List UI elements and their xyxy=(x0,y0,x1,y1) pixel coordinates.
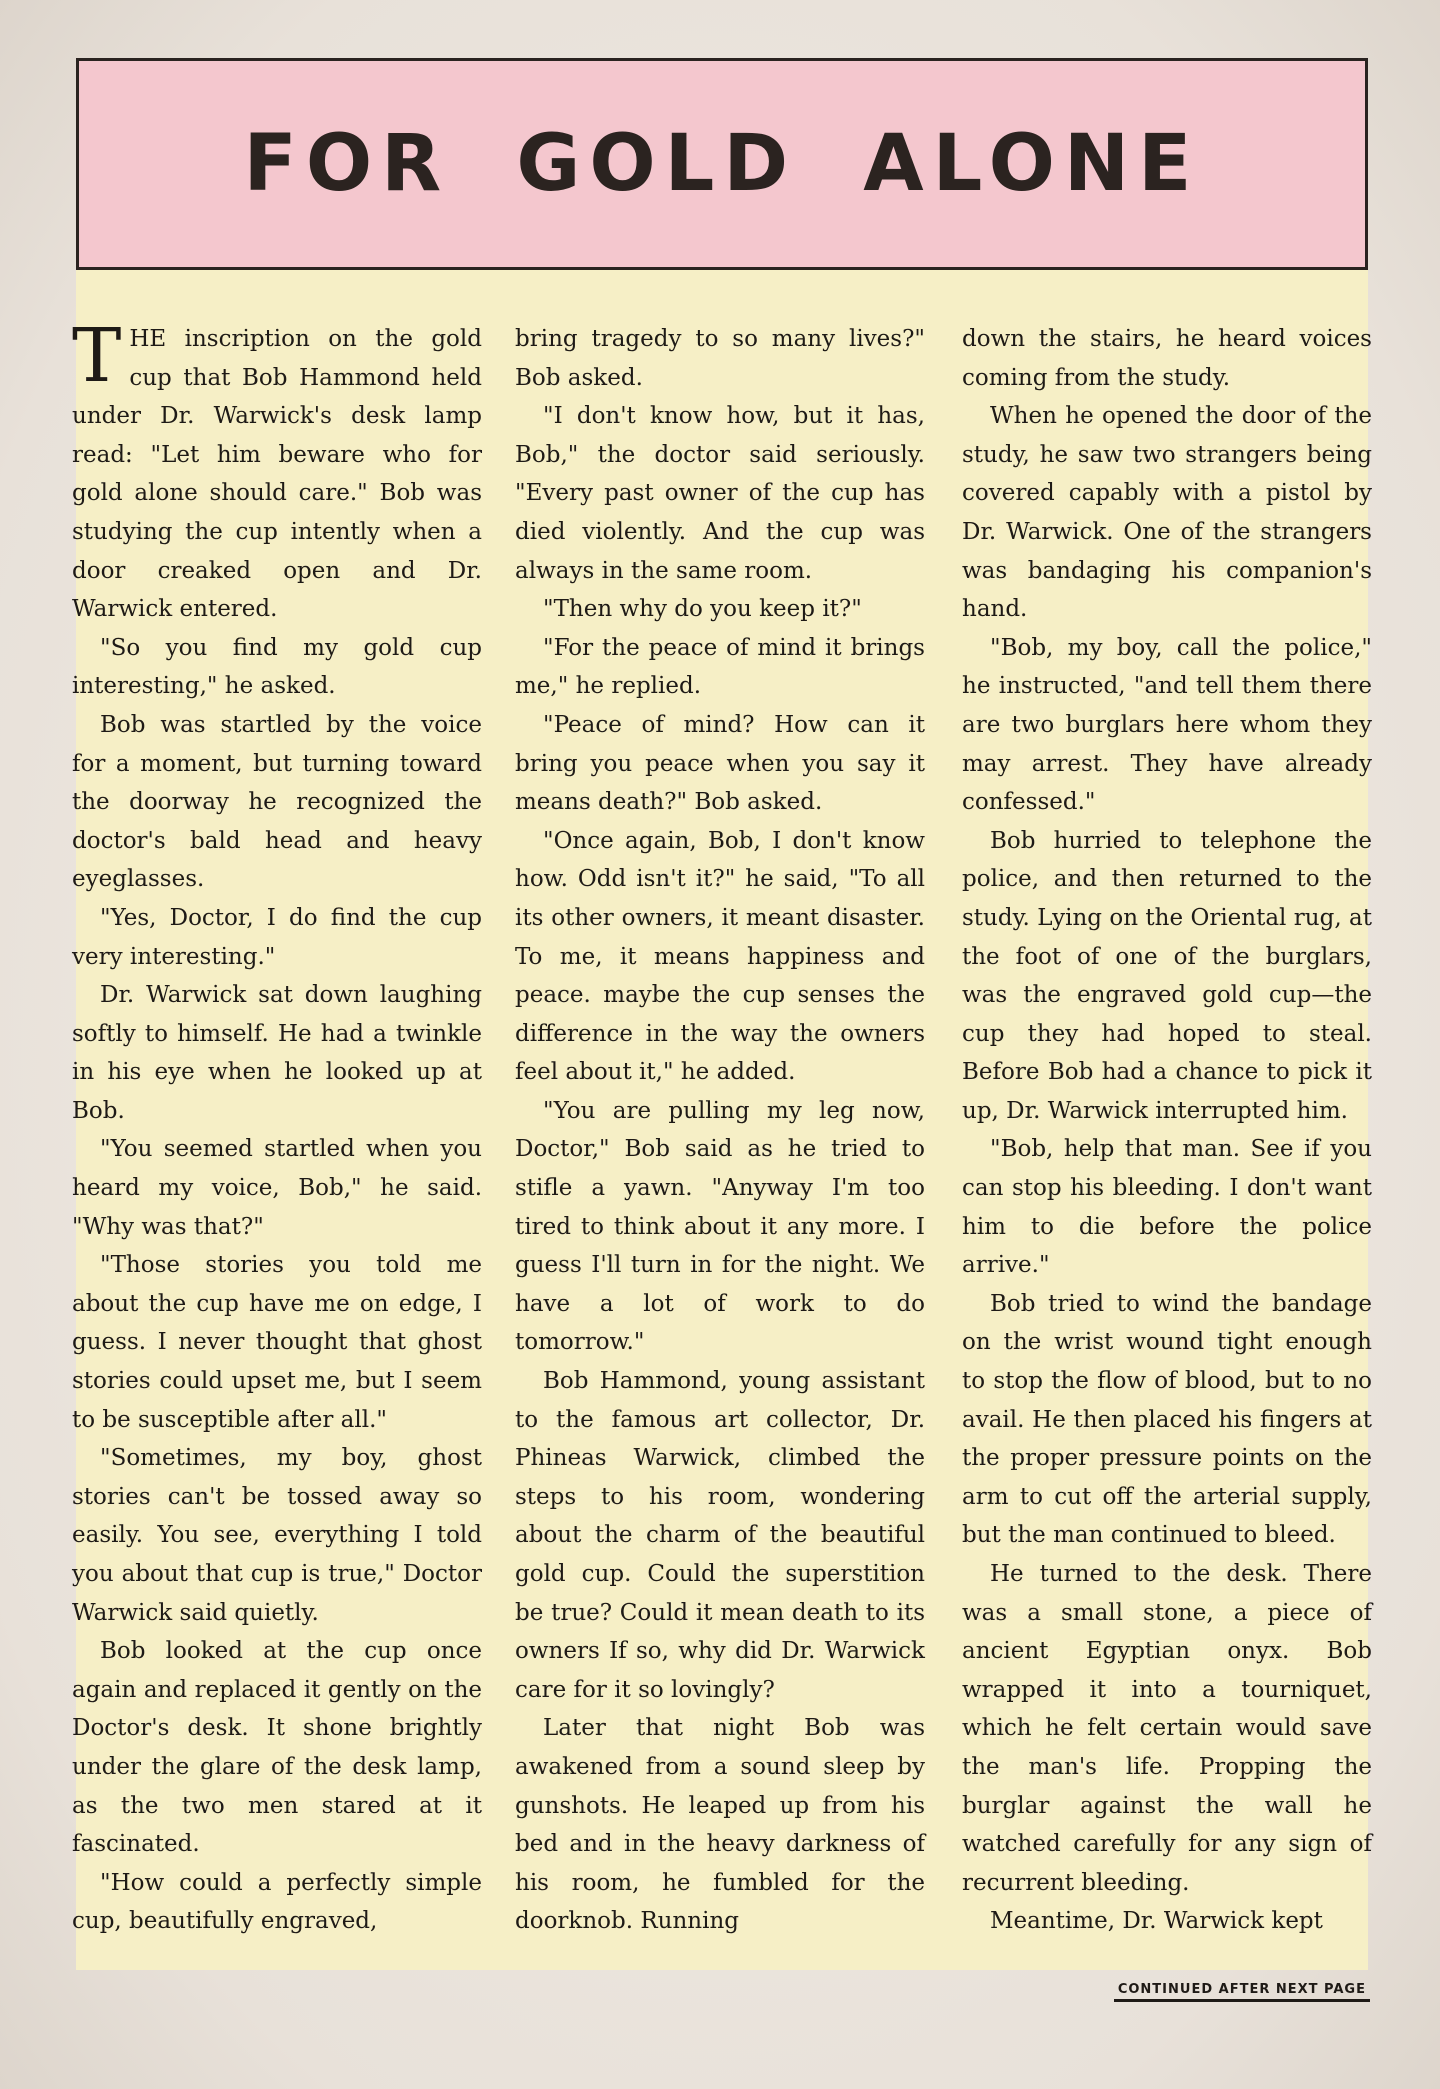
paragraph: "You are pulling my leg now, Doctor," Bob said as he tried to stifle a yawn. "Anyway I'm too tired to think about it any more. I guess I'll turn in for the night. We have a lot of work to do tomorrow." xyxy=(515,1097,925,1356)
paragraph-continuation: down the stairs, he heard voices coming from the study. xyxy=(962,326,1372,391)
paragraph: "I don't know how, but it has, Bob," the doctor said seriously. "Every past owner of the cup has died violently. And the cup was always in the same room. xyxy=(515,403,925,584)
paragraph: "Bob, help that man. See if you can stop his bleeding. I don't want him to die before the police arrive." xyxy=(962,1136,1372,1279)
column-1 xyxy=(72,313,482,1941)
paragraph: "Then why do you keep it?" xyxy=(543,596,862,623)
paragraph: Meantime, Dr. Warwick kept xyxy=(990,1908,1323,1935)
paragraph: "Sometimes, my boy, ghost stories can't be tossed away so easily. You see, everything I told you about that cup is true," Doctor Warwick said quietly. xyxy=(72,1445,482,1626)
paragraph: Bob hurried to telephone the police, and then returned to the study. Lying on the Oriental rug, at the foot of one of the burglars, was the engraved gold cup—the cup they had hoped to steal. Before Bob had a chance to pick it up, Dr. Warwick interrupted him. xyxy=(962,827,1372,1124)
paragraph: Later that night Bob was awakened from a sound sleep by gunshots. He leaped up from his bed and in the heavy darkness of his room, he fumbled for the doorknob. Running xyxy=(515,1715,925,1935)
paragraph-continuation: bring tragedy to so many lives?" Bob asked. xyxy=(515,326,925,391)
paragraph: Dr. Warwick sat down laughing softly to himself. He had a twinkle in his eye when he looked up at Bob. xyxy=(72,982,482,1124)
paragraph: When he opened the door of the study, he saw two strangers being covered capably with a pistol by Dr. Warwick. One of the strangers was bandaging his companion's hand. xyxy=(962,403,1372,623)
drop-cap: T xyxy=(72,313,122,399)
paragraph: "You seemed startled when you heard my voice, Bob," he said. "Why was that?" xyxy=(72,1136,482,1240)
paragraph: "For the peace of mind it brings me," he replied. xyxy=(515,634,925,700)
paragraph: "Those stories you told me about the cup have me on edge, I guess. I never thought that ghost stories could upset me, but I seem to be susceptible after all." xyxy=(72,1252,482,1433)
paragraph: "Peace of mind? How can it bring you peace when you say it means death?" Bob asked. xyxy=(515,711,925,816)
paragraph: Bob Hammond, young assistant to the famous art collector, Dr. Phineas Warwick, climbed the steps to his room, wondering about the charm of the beautiful gold cup. Could the superstition be true? Could it mean death to its owners If so, why did Dr. Warwick care for it so lovingly? xyxy=(515,1368,925,1703)
paragraph: "Once again, Bob, I don't know how. Odd isn't it?" he said, "To all its other owners, it meant disaster. To me, it means happiness and peace. maybe the cup senses the difference in the way the owners feel about it," he added. xyxy=(515,827,925,1086)
paragraph: THE inscription on the gold cup that Bob Hammond held under Dr. Warwick's desk lamp read: "Let him beware who for gold alone should care." Bob was studying the cup intently when a door creaked open and Dr. Warwick entered. xyxy=(72,313,482,623)
column-3 xyxy=(962,320,1372,1941)
paragraph: He turned to the desk. There was a small stone, a piece of ancient Egyptian onyx. Bob wrapped it into a tourniquet, which he felt certain would save the man's life. Propping the burglar against the wall he watched carefully for any sign of recurrent bleeding. xyxy=(962,1561,1372,1896)
paragraph: "Yes, Doctor, I do find the cup very interesting." xyxy=(72,904,482,970)
paragraph: Bob looked at the cup once again and replaced it gently on the Doctor's desk. It shone brightly under the glare of the desk lamp, as the two men stared at it fascinated. xyxy=(72,1638,482,1858)
title-banner xyxy=(76,58,1368,270)
column-2 xyxy=(515,320,925,1941)
continued-note: CONTINUED AFTER NEXT PAGE xyxy=(1114,1982,1370,2002)
paragraph: Bob was startled by the voice for a moment, but turning toward the doorway he recognized the doctor's bald head and heavy eyeglasses. xyxy=(72,711,482,893)
story-title: FOR GOLD ALONE xyxy=(243,119,1201,209)
paragraph: "So you find my gold cup interesting," he asked. xyxy=(72,634,482,700)
paragraph: "How could a perfectly simple cup, beautifully engraved, xyxy=(72,1869,482,1935)
paragraph: Bob tried to wind the bandage on the wrist wound tight enough to stop the flow of blood, but to no avail. He then placed his fingers at the proper pressure points on the arm to cut off the arterial supply, but the man continued to bleed. xyxy=(962,1290,1372,1549)
paragraph: "Bob, my boy, call the police," he instructed, "and tell them there are two burglars here whom they may arrest. They have already confessed." xyxy=(962,634,1372,816)
